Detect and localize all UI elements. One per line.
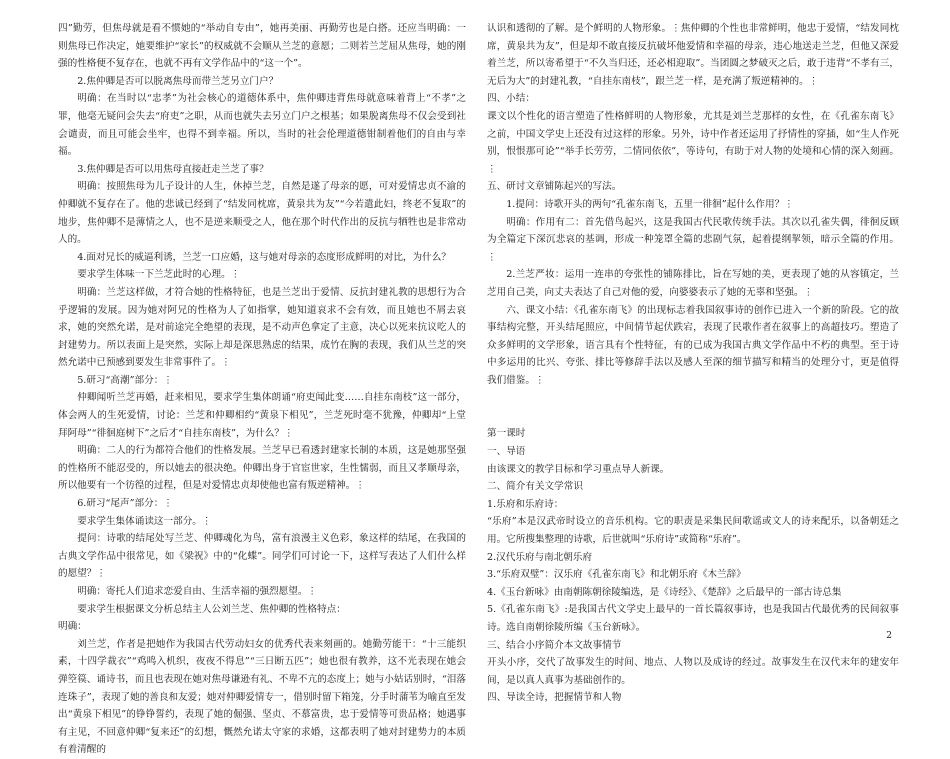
- paragraph: 明确：作用有二：首先借鸟起兴，这是我国古代民歌传统手法。其次以孔雀失偶，徘徊反顾为全篇定下深沉悲哀的基调，形成一种笼罩全篇的悲剧气氛，起着提纲挈领，暗示全篇的作用。⋮: [487, 216, 899, 263]
- paragraph: 明确：在当时以“忠孝”为社会核心的道德体系中，焦仲卿违背焦母就意味着背上“不孝”之罪，他毫无疑问会失去“府吏”之职，从而也就失去另立门户之根基；如果脱离焦母不仅会受到社会谴责，而且可能会坐牢，也得不到幸福。所以，当时的社会伦理道德钳制着他们的自由与幸福。: [58, 93, 466, 158]
- section-heading: 三、结合小序简介本文故事情节: [487, 639, 622, 651]
- section-heading: 5.研习“高潮”部分：⋮: [77, 374, 173, 386]
- list-item: 1.乐府和乐府诗：: [487, 498, 564, 510]
- section-heading: 五、研讨文章铺陈起兴的写法。: [487, 181, 622, 193]
- list-item: 4.《玉台新咏》由南朝陈朝徐陵编选，是《诗经》、《楚辞》之后最早的一部古诗总集: [487, 586, 842, 598]
- paragraph: 要求学生集体诵读这一部分。⋮: [77, 515, 212, 527]
- paragraph: 明确：寄托人们追求恋爱自由、生活幸福的强烈愿望。⋮: [77, 586, 318, 597]
- section-heading: 二、简介有关文学常识: [487, 481, 583, 493]
- paragraph: 六、课文小结：《孔雀东南飞》的出现标志着我国叙事诗的创作已进入一个新的阶段。它的故事结构完整，开头结尾照应，中间情节起伏跌宕，表现了民歌作者在叙事上的高超技巧。塑造了众多鲜明的文学形象，语言具有个性特征，有的已成为我国古典文学作品中不朽的典型。至于诗中多运用的比兴、夸张、排比等修辞手法以及感人至深的细节描写和精当的处理分寸，更是值得我们借鉴。⋮: [487, 304, 899, 386]
- paragraph: 仲卿闻听兰芝再婚，赶来相见，要求学生集体朗诵“府吏闻此变……自挂东南枝”这一部分，体会两人的生死爱情，讨论：兰芝和仲卿相约“黄泉下相见”，兰芝死时毫不犹豫，仲卿却“上堂拜阿母”“徘徊庭树下”之后才“自挂东南枝”，为什么？⋮: [58, 392, 466, 439]
- question: 2.焦仲卿是否可以脱离焦母而带兰芝另立门户？: [77, 75, 279, 87]
- page-number: 2: [886, 631, 892, 641]
- paragraph: 四”勤劳，但焦母就是看不惯她的“举动自专由”，她再美丽、再勤劳也是白搭。还应当明确：一则焦母已作决定，她要维护“家长”的权威就不会顺从兰芝的意愿；二则若兰芝屈从焦母，她的刚强的性格便不复存在，也就不再有文学作品中的“这一个”。: [58, 23, 466, 70]
- paragraph: 要求学生体味一下兰芝此时的心理。⋮: [77, 269, 241, 281]
- paragraph: 明确：兰芝这样做，才符合她的性格特征，也是兰芝出于爱情、反抗封建礼教的思想行为合乎逻辑的发展。因为她对阿兄的性格为人了如指掌，她知道哀求不会有效，而且她也不屑去哀求，她的突然允诺，是对前途完全绝望的表现，是不动声色拿定了主意，决心以死来抗议吃人的封建势力。所以表面上是突然，实际上却是深思熟虑的结果，成竹在胸的表现，我们从兰芝的突然允诺中已预感到要发生非常事件了。⋮: [58, 286, 466, 369]
- question: 4.面对兄长的威逼利诱，兰芝一口应婚，这与她对母亲的态度形成鲜明的对比，为什么？: [77, 251, 451, 263]
- section-heading: 四、导读全诗，把握情节和人物: [487, 692, 622, 704]
- paragraph: 刘兰芝，作者是把她作为我国古代劳动妇女的优秀代表来刻画的。她勤劳能干：“十三能织素，十四学裁衣”“鸡鸣入机织，夜夜不得息”“三日断五匹”；她也很有教养，这不光表现在她会弹箜篌、诵诗书，而且也表现在她对焦母谦逊有礼、不卑不亢的态度上；她与小姑话别时，“泪落连珠子”，表现了她的善良和友爱；她对仲卿爱情专一，借别时留下箱笼，分手时蒲苇为喻直至发出“黄泉下相见”的铮铮誓约，表现了她的倔强、坚贞、不慕富贵，忠于爱情等可贵品格；她遇事有主见，不回意仲卿“复来还”的幻想，慨然允诺太守家的求婚，这都表明了她对封建势力的本质有着清醒的: [58, 638, 466, 756]
- right-column: [487, 20, 899, 707]
- paragraph: 认识和透彻的了解。是个鲜明的人物形象。⋮焦仲卿的个性也非常鲜明，他忠于爱情，“结发同枕席，黄泉共为友”，但是却不敢直接反抗破坏他爱情和幸福的母亲，违心地送走兰芝，但他又深爱着兰芝，所以寄希望于“不久当归还，还必相迎取”。当团圆之梦破灭之后，敢于违背“不孝有三，无后为大”的封建礼教，“自挂东南枝”，跟兰芝一样，是充满了叛逆精神的。⋮: [487, 23, 899, 87]
- spacer: [487, 389, 899, 425]
- paragraph: 提问：诗歌的结尾处写兰芝、仲卿魂化为鸟，富有浪漫主义色彩，象这样的结尾，在我国的古典文学作品中很常见，如《梁祝》中的“化蝶”。同学们可讨论一下，这样写表达了人们什么样的愿望？⋮: [58, 533, 466, 580]
- section-heading: 四、小结：: [487, 93, 535, 105]
- paragraph: 要求学生根据课文分析总结主人公刘兰芝、焦仲卿的性格特点：: [77, 603, 346, 615]
- paragraph: 由该课文的教学目标和学习重点导人新课。: [487, 463, 670, 475]
- paragraph: 明确：: [58, 621, 87, 633]
- paragraph: “乐府”本是汉武帝时设立的音乐机构。它的职责是采集民间歌谣或文人的诗来配乐，以备朝廷之用。它所搜集整理的诗歌，后世就叫“乐府诗”或简称“乐府”。: [487, 516, 899, 546]
- section-heading: 6.研习“尾声”部分：⋮: [77, 498, 173, 510]
- list-item: 3.“乐府双璧”：汉乐府《孔雀东南飞》和北朝乐府《木兰辞》: [487, 569, 746, 581]
- section-heading: 一、导语: [487, 446, 526, 458]
- paragraph: 明确：二人的行为都符合他们的性格发展。兰芝早已看透封建家长制的本质，这是她那坚强的性格所不能忍受的，所以她去的很决绝。仲卿出身于官宦世家，生性懦弱，而且又孝顺母亲，所以他要有一个彷徨的过程，但是对爱情忠贞却使他也富有叛逆精神。⋮: [58, 445, 466, 492]
- paragraph: 2.兰芝严妆：运用一连串的夸张性的铺陈排比，旨在写她的美，更表现了她的从容镇定，兰芝用自己美，向丈夫表达了自己对他的爱，向婆婆表示了她的无辜和坚强。⋮: [487, 269, 899, 298]
- question: 3.焦仲卿是否可以用焦母直接赶走兰芝了事？: [77, 163, 269, 175]
- left-column: [58, 20, 466, 759]
- lesson-heading: 第一课时: [487, 428, 526, 440]
- paragraph: 开头小序，交代了故事发生的时间、地点、人物以及成诗的经过。故事发生在汉代末年的建安年间，是以真人真事为基础创作的。: [487, 657, 899, 686]
- list-item: 5.《孔雀东南飞》:是我国古代文学史上最早的一首长篇叙事诗，也是我国古代最优秀的民间叙事诗。选自南朝徐陵所编《玉台新咏》。: [487, 604, 899, 633]
- list-item: 2.汉代乐府与南北朝乐府: [487, 551, 593, 563]
- paragraph: 明确：按照焦母为儿子设计的人生，休掉兰芝，自然是遂了母亲的愿，可对爱情忠贞不渝的仲卿就不复存在了。他的悲诚已经到了“结发同枕席，黄泉共为友”“今若遣此妇，终老不复取”的地步，焦仲卿不是薄情之人，也不是逆来顺受之人，他在那个时代作出的反抗与牺牲也是非常动人的。: [58, 181, 466, 246]
- question: 1.提问：诗歌开头的两句“孔雀东南飞，五里一徘徊”起什么作用？⋮: [506, 198, 794, 210]
- paragraph: 课文以个性化的语言塑造了性格鲜明的人物形象，尤其是刘兰芝那样的女性，在《孔雀东南飞》之前，中国文学史上还没有过这样的形象。另外，诗中作者还运用了抒情性的穿插，如“生人作死别，恨恨那可论”“举手长劳劳，二情同依依”，等诗句，有助于对人物的处境和心情的深入刻画。⋮: [487, 110, 899, 175]
